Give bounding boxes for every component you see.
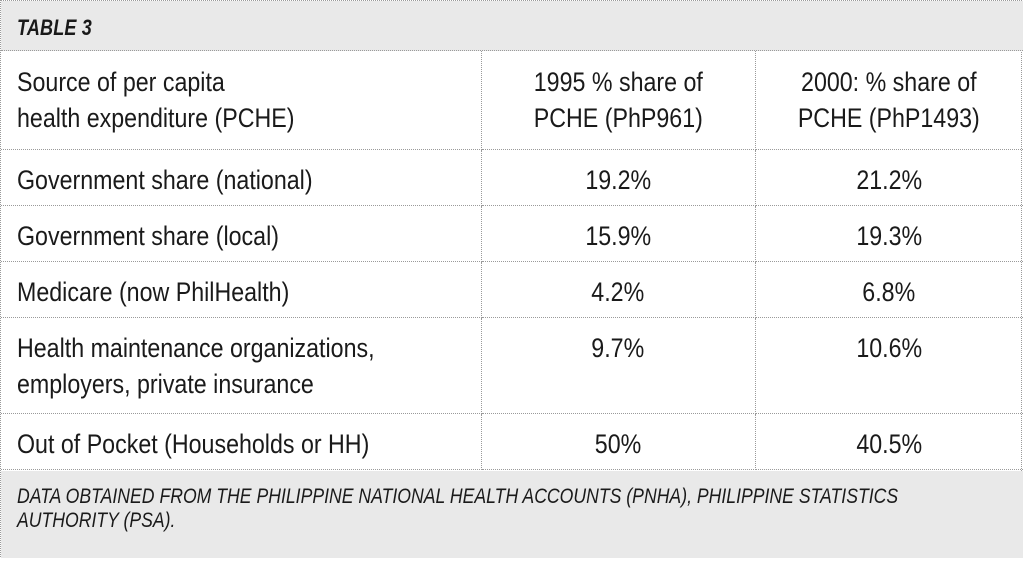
footnote-line-1: DATA OBTAINED FROM THE PHILIPPINE NATIONAL HEALTH ACCOUNTS (PNHA), PHILIPPINE STATISTICS bbox=[17, 485, 899, 508]
source-label: Medicare (now PhilHealth) bbox=[17, 276, 290, 307]
source-label: Government share (national) bbox=[17, 164, 313, 195]
header-2000-line-1: 2000: % share of bbox=[801, 67, 978, 97]
header-1995 bbox=[481, 51, 755, 149]
health-expenditure-table bbox=[1, 51, 1023, 470]
table-row bbox=[1, 205, 1023, 261]
header-2000 bbox=[755, 51, 1023, 149]
value-1995: 50% bbox=[594, 428, 642, 459]
value-2000: 19.3% bbox=[856, 220, 923, 251]
footnote-line-2: AUTHORITY (PSA). bbox=[17, 509, 176, 532]
value-2000-cell bbox=[755, 261, 1023, 317]
source-cell bbox=[1, 261, 481, 317]
source-cell bbox=[1, 317, 481, 413]
value-1995: 19.2% bbox=[585, 164, 651, 195]
header-source-line-2: health expenditure (PCHE) bbox=[17, 103, 295, 133]
footnote-text bbox=[17, 485, 975, 533]
value-2000-cell bbox=[755, 149, 1023, 205]
table-row bbox=[1, 149, 1023, 205]
source-cell bbox=[1, 205, 481, 261]
value-1995-cell bbox=[481, 205, 755, 261]
value-2000: 10.6% bbox=[856, 332, 923, 363]
value-1995: 4.2% bbox=[591, 276, 645, 307]
source-label: Government share (local) bbox=[17, 220, 279, 251]
value-1995-cell bbox=[481, 317, 755, 413]
value-2000: 6.8% bbox=[862, 276, 916, 307]
value-1995-cell bbox=[481, 413, 755, 469]
value-1995-cell bbox=[481, 261, 755, 317]
value-2000: 21.2% bbox=[856, 164, 923, 195]
source-cell bbox=[1, 149, 481, 205]
header-1995-line-2: PCHE (PhP961) bbox=[533, 103, 703, 133]
value-2000-cell bbox=[755, 205, 1023, 261]
value-1995: 9.7% bbox=[591, 332, 645, 363]
source-label-line-2: employers, private insurance bbox=[17, 368, 314, 399]
header-1995-line-1: 1995 % share of bbox=[533, 67, 703, 97]
table-row bbox=[1, 261, 1023, 317]
value-1995: 15.9% bbox=[585, 220, 651, 251]
header-source bbox=[1, 51, 481, 149]
table-title-bar bbox=[1, 1, 1023, 51]
table-header-row bbox=[1, 51, 1023, 149]
table-row bbox=[1, 317, 1023, 413]
value-2000-cell bbox=[755, 413, 1023, 469]
table-row bbox=[1, 413, 1023, 469]
value-1995-cell bbox=[481, 149, 755, 205]
header-2000-line-2: PCHE (PhP1493) bbox=[798, 103, 981, 133]
table-footnote bbox=[1, 471, 1023, 558]
source-cell bbox=[1, 413, 481, 469]
value-2000-cell bbox=[755, 317, 1023, 413]
source-label-line-1: Health maintenance organizations, bbox=[17, 332, 375, 363]
value-2000: 40.5% bbox=[856, 428, 923, 459]
table-title: TABLE 3 bbox=[17, 15, 92, 40]
header-source-line-1: Source of per capita bbox=[17, 67, 225, 97]
source-label: Out of Pocket (Households or HH) bbox=[17, 428, 370, 459]
